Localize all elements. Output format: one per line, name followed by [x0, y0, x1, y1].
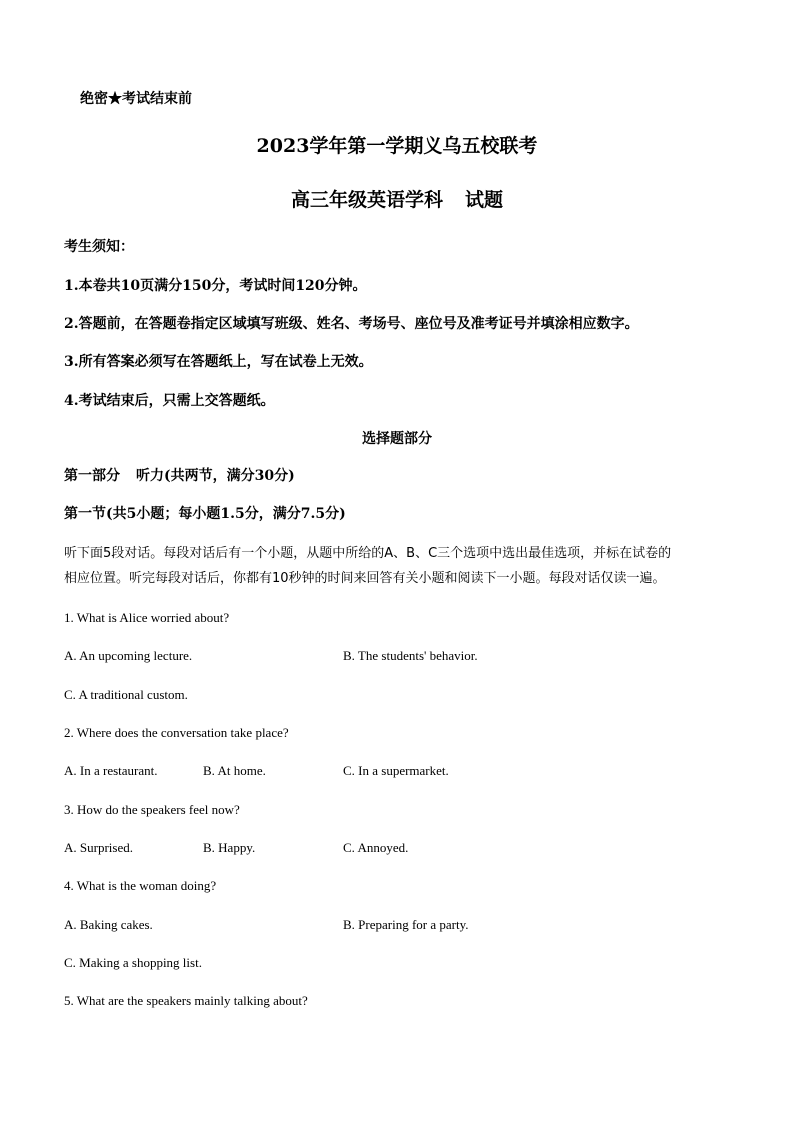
notice-item: 2.答题前，在答题卷指定区域填写班级、姓名、考场号、座位号及准考证号并填涂相应数字。 [64, 316, 639, 332]
part-title: 听力(共两节，满分30分) [136, 468, 295, 484]
confidential-mark: 绝密★考试结束前 [80, 91, 192, 107]
subpart-heading: 第一节(共5小题；每小题1.5分，满分7.5分) [64, 506, 346, 522]
notice-item: 4.考试结束后，只需上交答题纸。 [64, 393, 275, 409]
instruction-line: 听下面5段对话。每段对话后有一个小题，从题中所给的A、B、C三个选项中选出最佳选项，并标在试卷的 [64, 546, 672, 561]
question-text: 4. What is the woman doing? [64, 878, 217, 893]
subtitle-main: 高三年级英语学科 [290, 189, 443, 211]
option-c: C. A traditional custom. [64, 687, 188, 702]
option-b: B. Happy. [203, 840, 256, 855]
section-label: 选择题部分 [362, 431, 432, 447]
option-a: A. An upcoming lecture. [64, 648, 193, 663]
notice-item: 3.所有答案必须写在答题纸上，写在试卷上无效。 [64, 354, 373, 370]
part-heading [64, 469, 295, 483]
subtitle-tail: 试题 [465, 189, 504, 211]
exam-subtitle [0, 191, 794, 210]
exam-title: 2023学年第一学期义乌五校联考 [256, 135, 538, 157]
question-text: 5. What are the speakers mainly talking about? [64, 993, 308, 1008]
option-c: C. Making a shopping list. [64, 955, 202, 970]
question-text: 2. Where does the conversation take place? [64, 725, 289, 740]
option-c: C. In a supermarket. [343, 763, 449, 778]
part-label: 第一部分 [64, 468, 120, 484]
option-b: B. At home. [203, 763, 266, 778]
option-a: A. In a restaurant. [64, 763, 158, 778]
option-a: A. Baking cakes. [64, 917, 153, 932]
option-c: C. Annoyed. [343, 840, 409, 855]
option-b: B. Preparing for a party. [343, 917, 469, 932]
option-b: B. The students' behavior. [343, 648, 478, 663]
option-a: A. Surprised. [64, 840, 133, 855]
notice-item: 1.本卷共10页满分150分，考试时间120分钟。 [64, 278, 367, 294]
question-text: 1. What is Alice worried about? [64, 610, 230, 625]
instruction-line: 相应位置。听完每段对话后，你都有10秒钟的时间来回答有关小题和阅读下一小题。每段对话仅读一遍。 [64, 571, 666, 586]
question-text: 3. How do the speakers feel now? [64, 802, 240, 817]
notice-heading: 考生须知： [64, 239, 134, 255]
